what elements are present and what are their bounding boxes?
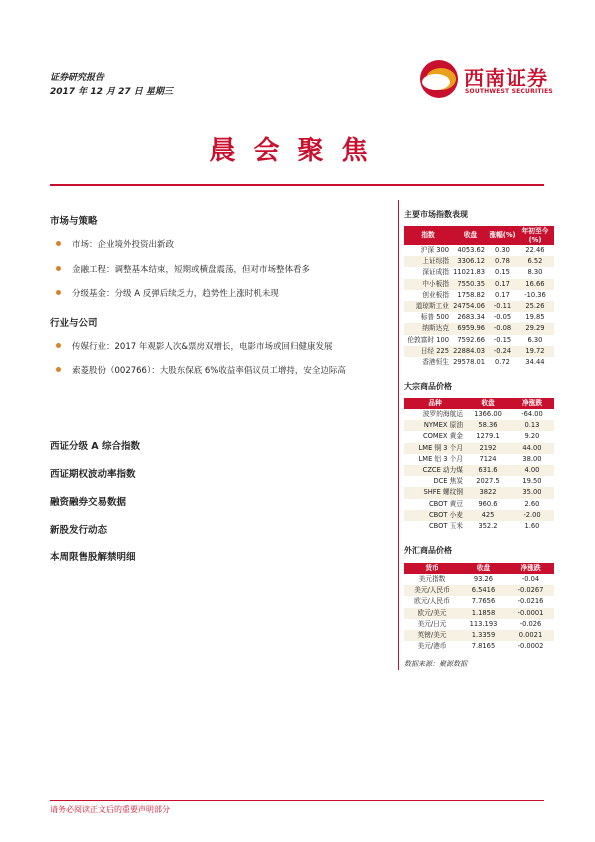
table-cell: 欧元/美元 (404, 608, 460, 619)
table-cell: -2.00 (510, 510, 554, 521)
table-cell: 113.193 (469, 619, 498, 628)
table-cell: 960.6 (478, 499, 498, 508)
table-cell: CBOT 黄豆 (429, 499, 463, 508)
table-cell: -0.0267 (507, 585, 554, 596)
table-cell: -0.05 (493, 313, 512, 322)
table-cell: 2192 (466, 443, 510, 454)
table-cell: 7592.66 (457, 335, 485, 344)
table-cell: 16.66 (516, 279, 554, 290)
table-cell: 标普 500 (420, 313, 449, 322)
table-cell: 9.20 (524, 432, 540, 441)
table-cell: 美元指数 (418, 575, 446, 583)
table-cell: SHFE 螺纹钢 (404, 487, 466, 498)
table-cell: 8.30 (527, 268, 543, 277)
table-cell: 34.44 (525, 358, 545, 367)
table-cell: -0.08 (489, 323, 516, 334)
table-cell: 纳斯达克 (404, 323, 452, 334)
table-cell: COMEX 黄金 (422, 432, 463, 441)
table-cell: -0.026 (519, 619, 542, 628)
table-row (404, 431, 554, 442)
section-market-strategy: 市场与策略 (50, 216, 98, 227)
table-cell: 1366.00 (474, 410, 502, 418)
table-cell: 沪深 300 (420, 246, 449, 254)
table-cell: 6.5416 (460, 585, 507, 596)
table-cell: 0.72 (495, 358, 510, 367)
table-cell: 波罗的海航运 (422, 410, 463, 418)
table-cell: DCE 焦炭 (433, 477, 463, 486)
bullet-icon (56, 266, 61, 271)
table-cell: 25.26 (516, 301, 554, 312)
table-cell: LME 铝 3 个月 (418, 454, 463, 463)
table-cell: 道琼斯工业 (404, 301, 452, 312)
table-cell: 29.29 (516, 323, 554, 334)
table-cell: CZCE 动力煤 (404, 465, 466, 476)
table-row (404, 312, 554, 323)
table-cell: 0.13 (510, 420, 554, 431)
table-cell: 7550.35 (452, 279, 489, 290)
list-item[interactable]: 金融工程：调整基本结束，短期或横盘震荡，但对市场整体看多 (72, 263, 310, 275)
table-row (404, 641, 554, 652)
table-cell: 0.0021 (507, 630, 554, 641)
table-cell: 0.30 (495, 246, 510, 254)
table-row (404, 256, 554, 267)
table-row (404, 357, 554, 368)
report-date: 2017 年 12 月 27 日 星期三 (50, 87, 173, 97)
table-cell: NYMEX 原油 (404, 420, 466, 431)
table-cell: 深证成指 (422, 268, 449, 277)
table-cell: 美元/港币 (417, 642, 447, 651)
table-cell: 19.50 (522, 477, 542, 486)
table-cell: -0.15 (493, 335, 512, 344)
table-row (404, 454, 554, 465)
table-cell: 6.52 (516, 256, 554, 267)
table-cell: 0.78 (489, 256, 516, 267)
footer-divider (50, 800, 544, 801)
th-currency: 货币 (404, 563, 460, 574)
table-cell: 93.26 (473, 575, 494, 583)
fx-table (404, 563, 554, 652)
list-item[interactable]: 索菱股份（002766）：大股东保底 6%收益率倡议员工增持，安全边际高 (72, 364, 346, 376)
table-cell: 4053.62 (457, 246, 485, 254)
table-cell: 11021.83 (453, 268, 485, 277)
table-row (404, 346, 554, 357)
table-cell: 35.00 (510, 487, 554, 498)
table-cell: -0.04 (521, 575, 540, 583)
table-cell: 伦敦富时 100 (407, 335, 449, 344)
bullet-icon (56, 367, 61, 372)
table-cell: 6959.96 (452, 323, 489, 334)
footer-disclaimer: 请务必阅读正文后的重要声明部分 (50, 805, 170, 814)
table-cell: 2.60 (524, 499, 540, 508)
table-cell: 1.3359 (460, 630, 507, 641)
table-row (404, 290, 554, 301)
bullet-icon (56, 343, 61, 348)
table-row (404, 499, 554, 510)
table-row (404, 510, 554, 521)
table-cell: 英镑/美元 (404, 630, 460, 641)
commodity-table (404, 398, 554, 532)
column-divider (398, 200, 399, 670)
table-cell: 44.00 (510, 443, 554, 454)
table-cell: -0.0002 (517, 642, 544, 651)
table-cell: 22884.03 (452, 346, 489, 357)
table-cell: 1758.82 (457, 290, 485, 299)
table-row (404, 465, 554, 476)
table-cell: 0.17 (489, 279, 516, 290)
table-row (404, 476, 554, 487)
table-row (404, 521, 554, 532)
section-industry-company: 行业与公司 (50, 318, 98, 329)
table-cell: 631.6 (466, 465, 510, 476)
table-cell: 上证综指 (404, 256, 452, 267)
data-source: 数据来源：聚源数据 (404, 660, 467, 668)
th-close: 收盘 (466, 398, 510, 409)
table-cell: 0.17 (495, 290, 510, 299)
list-item[interactable]: 市场：企业境外投资出新政 (72, 238, 174, 250)
table-cell: -0.0001 (507, 608, 554, 619)
table-cell: 欧元/人民币 (414, 597, 450, 606)
table-cell: -0.0216 (517, 597, 544, 606)
table-cell: 日经 225 (404, 346, 452, 357)
table-cell: 美元/日元 (417, 619, 447, 628)
table-row (404, 279, 554, 290)
table-cell: CBOT 小麦 (404, 510, 466, 521)
table-cell: 中小板指 (404, 279, 452, 290)
table-row (404, 267, 554, 278)
title-divider (50, 184, 544, 186)
table-cell: -64.00 (521, 410, 543, 418)
table-row (404, 619, 554, 630)
table-cell: 香港恒生 (422, 358, 449, 367)
table-cell: LME 铜 3 个月 (404, 443, 466, 454)
table-cell: 7.7656 (471, 597, 496, 606)
table-cell: -0.24 (489, 346, 516, 357)
table-cell: 7.8165 (471, 642, 496, 651)
list-item[interactable]: 分级基金：分级 A 反弹后续乏力，趋势性上涨时机未现 (72, 287, 279, 299)
swirl-logo-icon (420, 60, 458, 98)
table-cell: 2683.34 (457, 313, 485, 322)
table-cell: 58.36 (466, 420, 510, 431)
table-cell: 425 (466, 510, 510, 521)
link-unlock-schedule[interactable]: 本周限售股解禁明细 (50, 552, 136, 563)
table-cell: 352.2 (478, 522, 498, 531)
page-title: 晨会聚焦 (209, 136, 386, 166)
report-type: 证券研究报告 (50, 73, 105, 83)
table-cell: 美元/人民币 (404, 585, 460, 596)
th-close: 收盘 (460, 563, 507, 574)
market-table-title: 主要市场指数表现 (404, 210, 468, 219)
table-cell: 1.1858 (460, 608, 507, 619)
table-cell: 2027.5 (476, 477, 500, 486)
market-index-table (404, 226, 554, 368)
th-net-change: 净涨跌 (507, 563, 554, 574)
table-cell: -0.11 (489, 301, 516, 312)
th-index: 指数 (404, 226, 452, 245)
th-change: 涨幅(%) (489, 226, 516, 245)
table-row (404, 608, 554, 619)
table-cell: 0.15 (495, 268, 510, 277)
table-row (404, 574, 554, 585)
list-item[interactable]: 传媒行业：2017 年观影人次&票房双增长，电影市场或回归健康发展 (72, 340, 332, 352)
bullet-icon (56, 241, 61, 246)
link-margin-trading-data[interactable]: 融资融券交易数据 (50, 497, 127, 508)
table-row (404, 420, 554, 431)
table-cell: 19.72 (516, 346, 554, 357)
table-cell: 3306.12 (452, 256, 489, 267)
table-cell: 22.46 (525, 246, 545, 254)
table-row (404, 323, 554, 334)
th-variety: 品种 (404, 398, 466, 409)
table-cell: 19.85 (525, 313, 545, 322)
table-cell: 24754.06 (452, 301, 489, 312)
table-cell: 7124 (479, 454, 497, 463)
table-row (404, 245, 554, 256)
table-cell: CBOT 玉米 (429, 522, 463, 531)
logo-en: SOUTHWEST SECURITIES (465, 88, 553, 95)
link-option-volatility-index[interactable]: 西证期权波动率指数 (50, 469, 136, 480)
table-row (404, 585, 554, 596)
table-cell: 29578.01 (453, 358, 485, 367)
table-cell: 1279.1 (476, 432, 500, 441)
link-ipo-news[interactable]: 新股发行动态 (50, 525, 108, 536)
table-cell: 3822 (466, 487, 510, 498)
table-cell: 4.00 (510, 465, 554, 476)
table-cell: 38.00 (522, 454, 542, 463)
th-ytd: 年初至今(%) (516, 226, 554, 245)
th-net-change: 净涨跌 (510, 398, 554, 409)
table-row (404, 630, 554, 641)
bullet-icon (56, 290, 61, 295)
table-row (404, 596, 554, 607)
table-cell: -10.36 (524, 290, 546, 299)
table-row (404, 301, 554, 312)
table-row (404, 487, 554, 498)
link-graded-a-index[interactable]: 西证分级 A 综合指数 (50, 441, 140, 452)
commodity-table-title: 大宗商品价格 (404, 382, 452, 391)
table-row (404, 335, 554, 346)
table-cell: 创业板指 (422, 290, 449, 299)
table-cell: 6.30 (527, 335, 543, 344)
table-row (404, 443, 554, 454)
table-row (404, 409, 554, 420)
th-close: 收盘 (452, 226, 489, 245)
logo-cn: 西南证券 (464, 66, 548, 90)
fx-table-title: 外汇商品价格 (404, 546, 452, 555)
table-cell: 1.60 (524, 522, 540, 531)
